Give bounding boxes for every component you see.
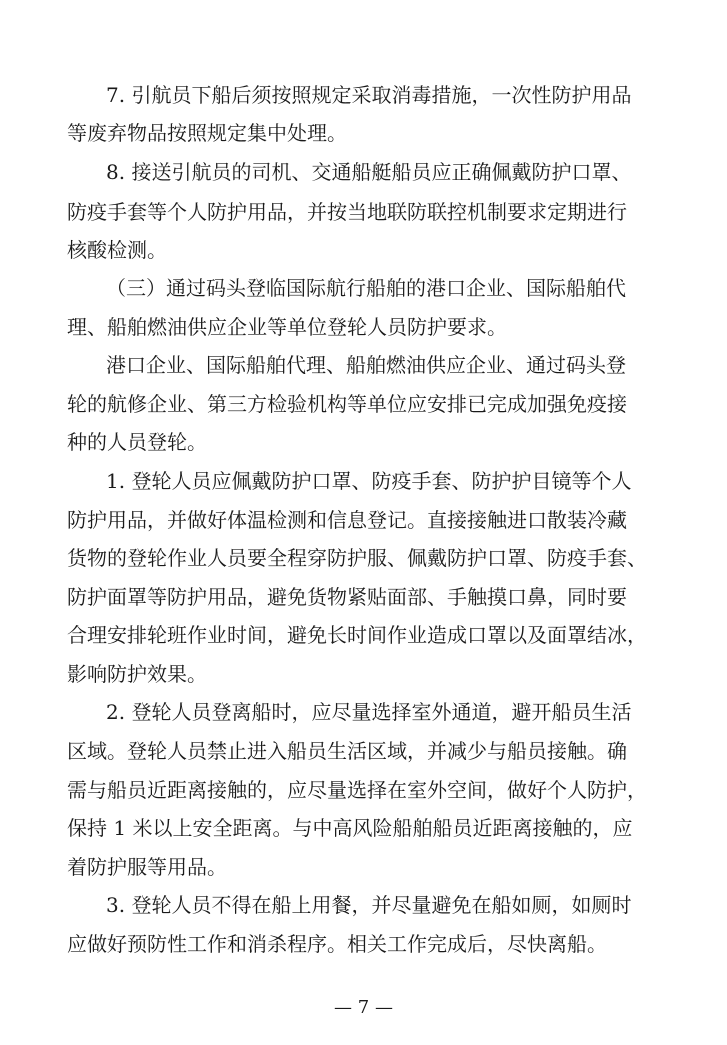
text-span: 应做好预防性工作和消杀程序。相关工作完成后，尽快离船。 xyxy=(67,932,607,956)
page-number: — 7 — xyxy=(334,997,393,1018)
text-line xyxy=(0,538,727,578)
text-span: 种的人员登轮。 xyxy=(67,430,207,454)
text-span: 轮的航修企业、第三方检验机构等单位应安排已完成加强免疫接 xyxy=(67,392,627,416)
text-span: 防疫手套等个人防护用品，并按当地联防联控机制要求定期进行 xyxy=(67,200,627,224)
text-span: 3. 登轮人员不得在船上用餐，并尽量避免在船如厕，如厕时 xyxy=(106,893,632,917)
text-line xyxy=(0,192,727,232)
text-span: 着防护服等用品。 xyxy=(67,855,227,879)
text-line xyxy=(0,307,727,347)
text-line xyxy=(0,577,727,617)
text-line xyxy=(0,615,727,655)
text-line xyxy=(0,847,727,887)
text-line xyxy=(0,152,727,192)
text-line xyxy=(0,924,727,964)
text-span: 港口企业、国际船舶代理、船舶燃油供应企业、通过码头登 xyxy=(106,353,626,377)
text-line xyxy=(0,75,727,115)
text-span: 理、船舶燃油供应企业等单位登轮人员防护要求。 xyxy=(67,315,507,339)
text-span: 货物的登轮作业人员要全程穿防护服、佩戴防护口罩、防疫手套、 xyxy=(67,546,647,570)
text-span: 防护用品，并做好体温检测和信息登记。直接接触进口散装冷藏 xyxy=(67,508,627,532)
text-line xyxy=(0,731,727,771)
text-span: 区域。登轮人员禁止进入船员生活区域，并减少与船员接触。确 xyxy=(67,739,627,763)
text-span: 2. 登轮人员登离船时，应尽量选择室外通道，避开船员生活 xyxy=(106,700,632,724)
text-span: 核酸检测。 xyxy=(67,238,167,262)
text-line xyxy=(0,113,727,153)
text-span: 7. 引航员下船后须按照规定采取消毒措施，一次性防护用品 xyxy=(106,83,632,107)
text-line xyxy=(0,692,727,732)
text-span: 防护面罩等防护用品，避免货物紧贴面部、手触摸口鼻，同时要 xyxy=(67,585,627,609)
text-span: （三）通过码头登临国际航行船舶的港口企业、国际船舶代 xyxy=(106,276,626,300)
text-line xyxy=(0,422,727,462)
text-line xyxy=(0,345,727,385)
text-line xyxy=(0,808,727,848)
text-span: 1. 登轮人员应佩戴防护口罩、防疫手套、防护护目镜等个人 xyxy=(106,469,632,493)
text-span: 需与船员近距离接触的，应尽量选择在室外空间，做好个人防护， xyxy=(67,778,647,802)
text-line xyxy=(0,461,727,501)
text-span: 保持 1 米以上安全距离。与中高风险船舶船员近距离接触的，应 xyxy=(67,816,633,840)
text-span: 合理安排轮班作业时间，避免长时间作业造成口罩以及面罩结冰， xyxy=(67,623,647,647)
text-span: 影响防护效果。 xyxy=(67,662,207,686)
text-line xyxy=(0,500,727,540)
text-line xyxy=(0,384,727,424)
text-line xyxy=(0,885,727,925)
text-line xyxy=(0,268,727,308)
text-line xyxy=(0,770,727,810)
text-line xyxy=(0,654,727,694)
text-span: 8. 接送引航员的司机、交通船艇船员应正确佩戴防护口罩、 xyxy=(106,160,632,184)
text-span: 等废弃物品按照规定集中处理。 xyxy=(67,121,347,145)
text-line xyxy=(0,230,727,270)
